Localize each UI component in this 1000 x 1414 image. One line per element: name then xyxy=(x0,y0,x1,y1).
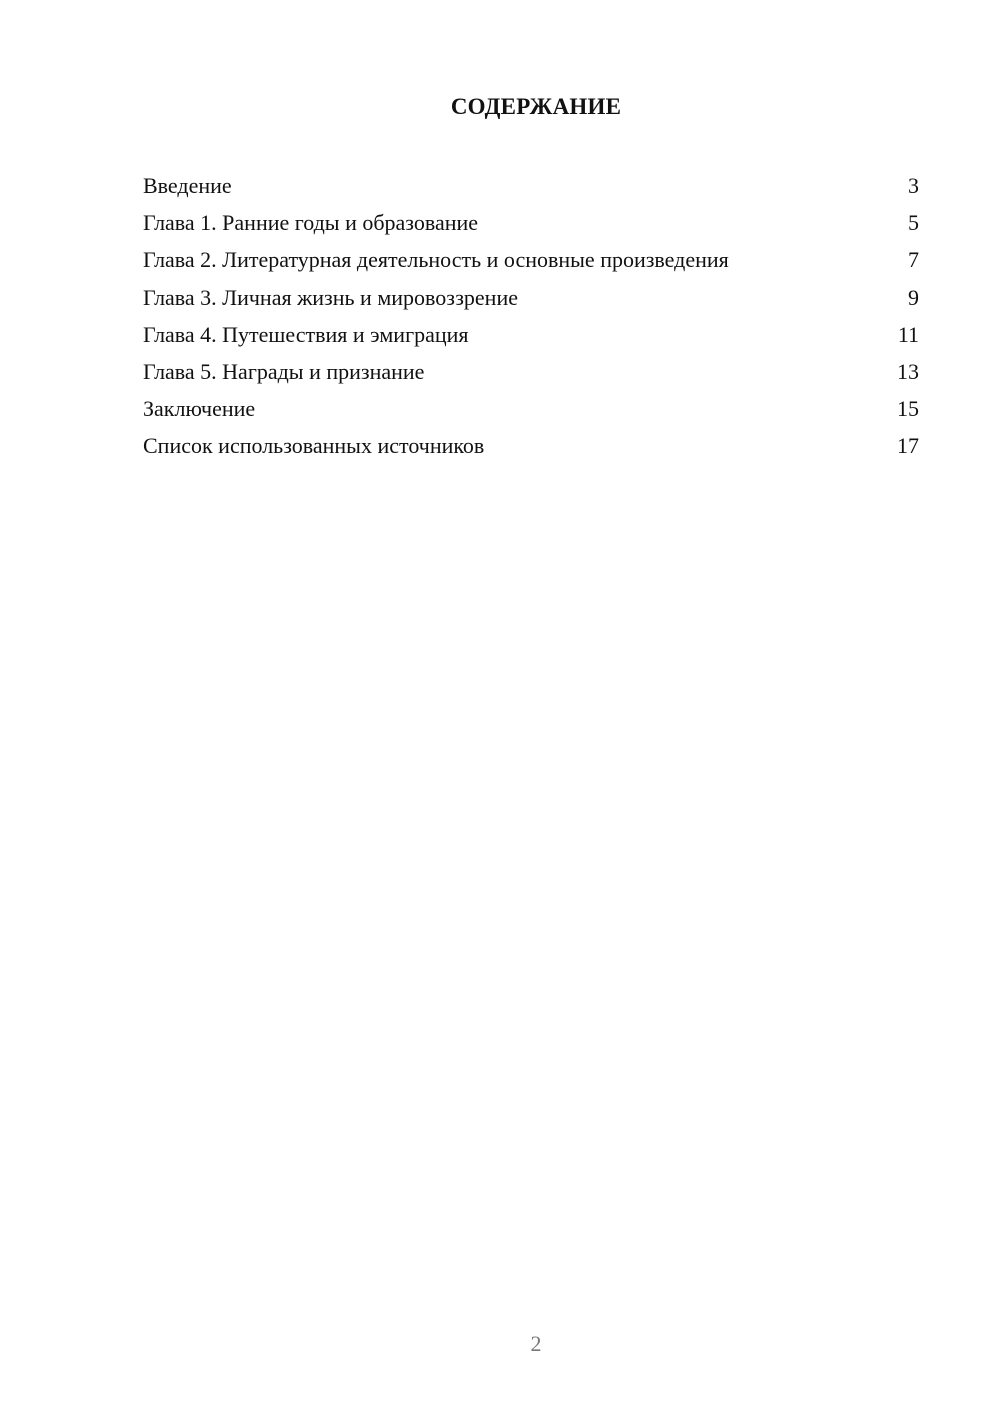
toc-entry-page: 13 xyxy=(897,358,919,384)
toc-entry-chapter-5[interactable] xyxy=(143,353,919,390)
toc-entry-page: 15 xyxy=(897,396,919,422)
toc-entry-page: 5 xyxy=(908,210,919,236)
page-title: СОДЕРЖАНИЕ xyxy=(450,94,622,119)
toc-entry-label: Глава 3. Личная жизнь и мировоззрение xyxy=(143,284,518,310)
toc-entry-page: 3 xyxy=(908,173,919,198)
toc-entry-chapter-1[interactable] xyxy=(143,204,919,241)
page-number: 2 xyxy=(530,1331,542,1356)
toc-entry-page: 11 xyxy=(897,321,919,347)
toc-entry-conclusion[interactable] xyxy=(143,390,919,427)
toc-entry-label: Глава 4. Путешествия и эмиграция xyxy=(143,321,469,347)
toc-entry-label: Список использованных источников xyxy=(143,433,485,459)
toc-entry-chapter-3[interactable] xyxy=(143,279,919,316)
toc-entry-introduction[interactable] xyxy=(143,167,919,204)
toc-entry-label: Введение xyxy=(143,173,232,198)
toc-entry-page: 7 xyxy=(908,247,919,273)
toc-entry-page: 17 xyxy=(897,433,919,459)
toc-entry-label: Глава 5. Награды и признание xyxy=(143,358,425,384)
toc-entry-chapter-4[interactable] xyxy=(143,316,919,353)
table-of-contents xyxy=(143,167,919,465)
toc-entry-chapter-2[interactable] xyxy=(143,241,919,278)
toc-entry-label: Глава 2. Литературная деятельность и основные произведения xyxy=(143,247,729,273)
toc-entry-references[interactable] xyxy=(143,427,919,464)
toc-entry-label: Заключение xyxy=(143,396,256,422)
toc-entry-page: 9 xyxy=(908,284,919,310)
toc-entry-label: Глава 1. Ранние годы и образование xyxy=(143,210,479,236)
